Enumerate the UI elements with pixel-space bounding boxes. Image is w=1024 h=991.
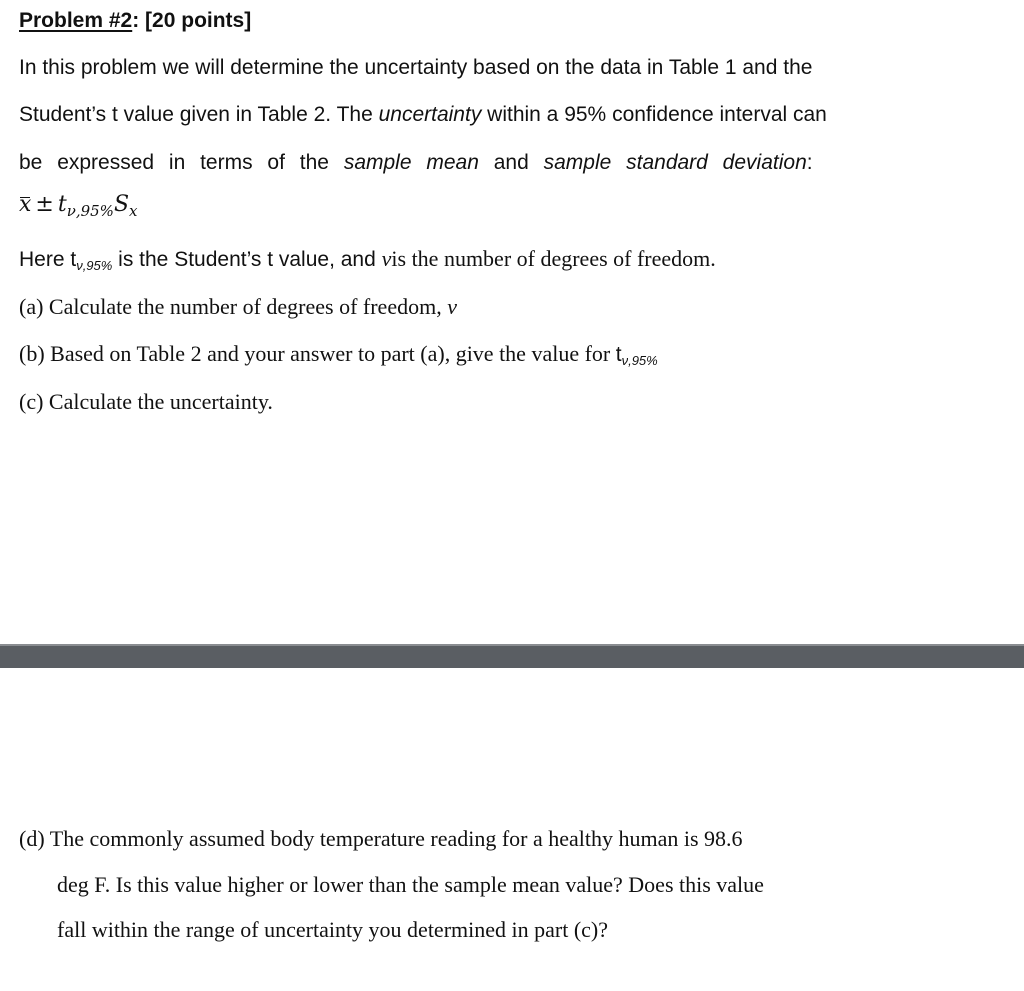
definition-middle: is the Student’s t value, and [112, 248, 382, 271]
problem-points: [20 points] [139, 9, 252, 32]
term-sample-std: sample standard deviation [543, 151, 807, 174]
definition-here-t: Here t [19, 248, 77, 271]
question-b [19, 343, 658, 367]
formula-plus-minus: ± [35, 192, 54, 217]
question-c: (c) Calculate the uncertainty. [19, 389, 273, 414]
problem-colon: : [132, 9, 140, 32]
problem-title [19, 10, 251, 31]
formula-xbar: x [19, 192, 32, 217]
intro-line-3-and: and [478, 151, 544, 174]
formula-t: t [57, 192, 67, 217]
definition-t-subscript: ν,95% [76, 258, 113, 273]
formula-S-subscript: x [129, 202, 138, 220]
intro-line-2-start: Student’s t value given in Table 2. The [19, 103, 379, 126]
uncertainty-formula [19, 194, 137, 219]
definition-end: is the number of degrees of freedom. [391, 246, 716, 271]
formula-t-subscript: ν,95% [66, 202, 114, 220]
question-b-t: t [615, 343, 622, 366]
intro-line-3 [19, 152, 813, 173]
question-a-nu: ν [447, 294, 457, 319]
question-a-text: (a) Calculate the number of degrees of freedom, [19, 294, 448, 319]
intro-line-3-colon: : [806, 151, 813, 174]
problem-label: Problem #2 [19, 9, 133, 32]
definition-line [19, 248, 716, 272]
page-divider [0, 644, 1024, 668]
question-d-line-2: deg F. Is this value higher or lower than the sample mean value? Does this value [57, 872, 764, 897]
formula-S: S [113, 192, 130, 217]
intro-line-3-start: be expressed in terms of the [19, 151, 344, 174]
question-b-subscript: ν,95% [621, 353, 658, 368]
intro-line-2-end: within a 95% confidence interval can [481, 103, 827, 126]
term-uncertainty: uncertainty [378, 103, 482, 126]
intro-line-2 [19, 104, 827, 125]
question-a [19, 296, 457, 318]
question-d-line-1: (d) The commonly assumed body temperature reading for a healthy human is 98.6 [19, 826, 743, 851]
question-d-line-3: fall within the range of uncertainty you determined in part (c)? [57, 917, 609, 942]
definition-nu: ν [381, 246, 392, 271]
intro-line-1: In this problem we will determine the uncertainty based on the data in Table 1 and the [19, 56, 813, 79]
question-b-text: (b) Based on Table 2 and your answer to part (a), give the value for [19, 341, 616, 366]
term-sample-mean: sample mean [343, 151, 479, 174]
